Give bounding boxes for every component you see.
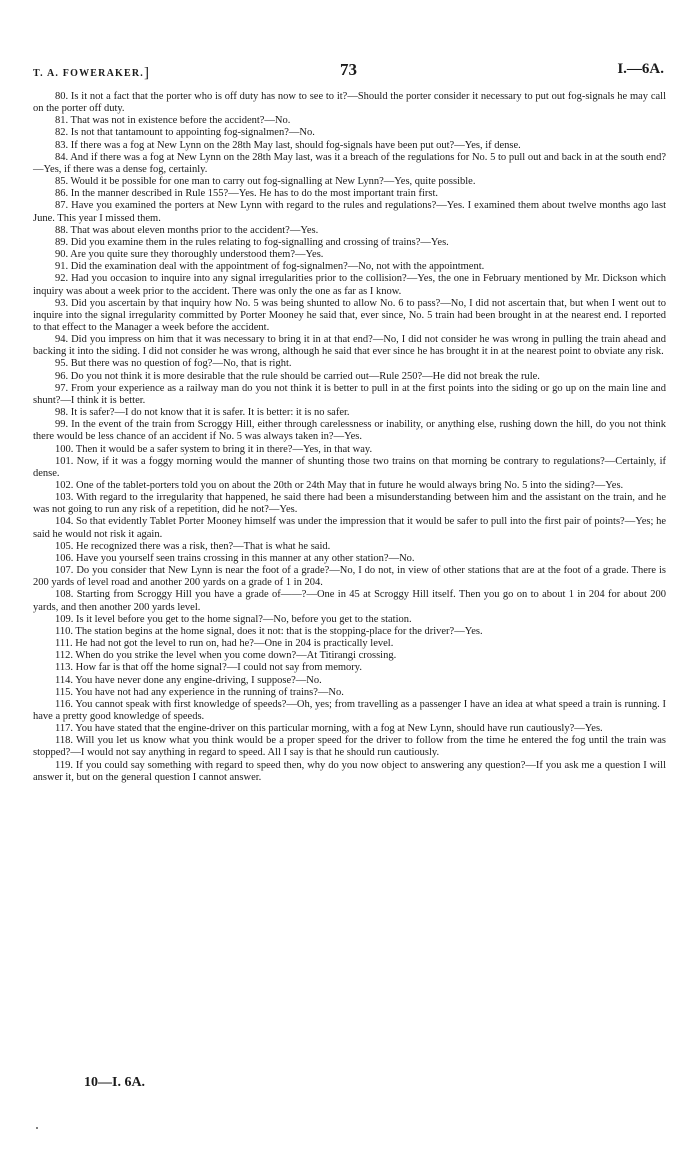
testimony-paragraph: 105. He recognized there was a risk, then?—That is what he said.: [55, 540, 331, 552]
testimony-paragraph: 117. You have stated that the engine-driver on this particular morning, with a fog at New Lynn, should have run cautiously?—Yes.: [55, 723, 603, 735]
testimony-paragraph: 92. Had you occasion to inquire into any signal irregularities prior to the collision?—Yes, the one in February mentioned by Mr. Dickson which inquiry was about a week prior to the accident. There was only the one as far as I know.: [33, 273, 666, 297]
testimony-paragraph: 86. In the manner described in Rule 155?—Yes. He has to do the most important train first.: [55, 188, 438, 200]
testimony-paragraph: 97. From your experience as a railway man do you not think it is better to pull in at the first points into the siding or go up on the main line and shunt?—I think it is better.: [33, 382, 666, 406]
page-number: 73: [340, 60, 357, 79]
testimony-paragraph: 91. Did the examination deal with the appointment of fog-signalmen?—No, not with the appointment.: [55, 261, 485, 273]
testimony-paragraph: 82. Is not that tantamount to appointing fog-signalmen?—No.: [55, 127, 315, 139]
testimony-paragraph: 96. Do you not think it is more desirable that the rule should be carried out—Rule 250?—He did not break the rule.: [55, 370, 540, 382]
testimony-paragraph: 81. That was not in existence before the accident?—No.: [55, 115, 291, 127]
running-head: [33, 60, 664, 80]
testimony-body: [33, 91, 666, 784]
testimony-paragraph: 90. Are you quite sure they thoroughly understood them?—Yes.: [55, 249, 324, 261]
testimony-paragraph: 116. You cannot speak with first knowledge of speeds?—Oh, yes; from travelling as a passenger I have an idea at what speed a train is running. I have a pretty good knowledge of speeds.: [33, 698, 666, 722]
testimony-paragraph: 98. It is safer?—I do not know that it is safer. It is better: it is no safer.: [55, 407, 350, 419]
page-speck: [36, 1127, 38, 1129]
testimony-paragraph: 100. Then it would be a safer system to bring it in there?—Yes, in that way.: [55, 443, 373, 455]
testimony-paragraph: 118. Will you let us know what you think would be a proper speed for the driver to follow from the time he entered the fog until the train was stopped?—I would not say anything in regard to speed. All I say is that he should run cautiously.: [33, 735, 666, 759]
testimony-paragraph: 104. So that evidently Tablet Porter Mooney himself was under the impression that it would be safer to pull into the first pair of points?—Yes; he said he would not risk it again.: [33, 516, 666, 540]
testimony-paragraph: 101. Now, if it was a foggy morning would the manner of shunting those two trains on that morning be contrary to regulations?—Certainly, if dense.: [33, 455, 666, 479]
testimony-paragraph: 109. Is it level before you get to the home signal?—No, before you get to the station.: [55, 613, 412, 625]
witness-name-text: T. A. FOWERAKER.: [33, 68, 144, 79]
testimony-paragraph: 107. Do you consider that New Lynn is near the foot of a grade?—No, I do not, in view of other stations that are at the foot of a grade. There is 200 yards of level road and another 200 yards on a grade of 1 in 204.: [33, 565, 666, 589]
testimony-paragraph: 119. If you could say something with regard to speed then, why do you now object to answering any question?—If you ask me a question I will answer it, but on the general question I cannot answer.: [33, 759, 666, 783]
testimony-paragraph: 83. If there was a fog at New Lynn on the 28th May last, should fog-signals have been put out?—Yes, if dense.: [55, 139, 521, 151]
testimony-paragraph: 112. When do you strike the level when you come down?—At Titirangi crossing.: [55, 650, 397, 662]
testimony-paragraph: 80. Is it not a fact that the porter who is off duty has now to see to it?—Should the porter consider it necessary to put out fog-signals he may call on the porter off duty.: [33, 91, 666, 115]
testimony-paragraph: 102. One of the tablet-porters told you on about the 20th or 24th May that in future he would always bring No. 5 into the siding?—Yes.: [55, 480, 624, 491]
testimony-paragraph: 89. Did you examine them in the rules relating to fog-signalling and crossing of trains?—Yes.: [55, 236, 449, 248]
header-bracket: ]: [143, 65, 151, 81]
testimony-paragraph: 99. In the event of the train from Scroggy Hill, either through carelessness or inability, or anything else, rushing down the hill, do you not think there would be less chance of an accident if No. 5 was always taken in?—Yes.: [33, 419, 666, 443]
testimony-paragraph: 106. Have you yourself seen trains crossing in this manner at any other station?—No.: [55, 552, 415, 564]
testimony-paragraph: 113. How far is that off the home signal?—I could not say from memory.: [55, 662, 362, 674]
signature-mark: 10—I. 6A.: [84, 1075, 146, 1090]
testimony-paragraph: 94. Did you impress on him that it was necessary to bring it in at that end?—No, I did not consider he was wrong in pulling the train ahead and backing it into the siding. I did not consider he was wrong, although he said that ever since he has brought it in at the nearest point to obviate any risk.: [33, 334, 666, 358]
testimony-paragraph: 84. And if there was a fog at New Lynn on the 28th May last, was it a breach of the regulations for No. 5 to pull out and back in at the south end?—Yes, if there was a dense fog, certainly.: [33, 151, 666, 175]
testimony-paragraph: 108. Starting from Scroggy Hill you have a grade of——?—One in 45 at Scroggy Hill itself. Then you go on to about 1 in 204 for about 200 yards, and then another 200 yards level.: [33, 589, 666, 613]
testimony-paragraph: 95. But there was no question of fog?—No, that is right.: [55, 358, 292, 370]
testimony-paragraph: 85. Would it be possible for one man to carry out fog-signalling at New Lynn?—Yes, quite possible.: [55, 176, 476, 188]
testimony-paragraph: 88. That was about eleven months prior to the accident?—Yes.: [55, 224, 319, 236]
testimony-paragraph: 93. Did you ascertain by that inquiry how No. 5 was being shunted to allow No. 6 to pass?—No, I did not ascertain that, but when I went out to inquire into the signal irregularity committed by Porter Mooney he said that, ever since, No. 5 train had been brought in at the nearest end. I reported to that effect to the Manager a week before the accident.: [33, 297, 666, 333]
paper-reference: I.—6A.: [617, 61, 664, 77]
testimony-paragraph: 87. Have you examined the porters at New Lynn with regard to the rules and regulations?—Yes. I examined them about twelve months ago last June. This year I missed them.: [33, 200, 666, 224]
testimony-paragraph: 103. With regard to the irregularity that happened, he said there had been a misunderstanding between him and the assistant on the train, and he was not going to run any risk of a repetition, did he not?—Yes.: [33, 492, 666, 516]
testimony-paragraph: 111. He had not got the level to run on, had he?—One in 204 is practically level.: [55, 638, 394, 650]
testimony-paragraph: 115. You have not had any experience in the running of trains?—No.: [55, 686, 344, 698]
testimony-paragraph: 114. You have never done any engine-driving, I suppose?—No.: [55, 674, 322, 686]
testimony-paragraph: 110. The station begins at the home signal, does it not: that is the stopping-place for the driver?—Yes.: [55, 625, 483, 637]
